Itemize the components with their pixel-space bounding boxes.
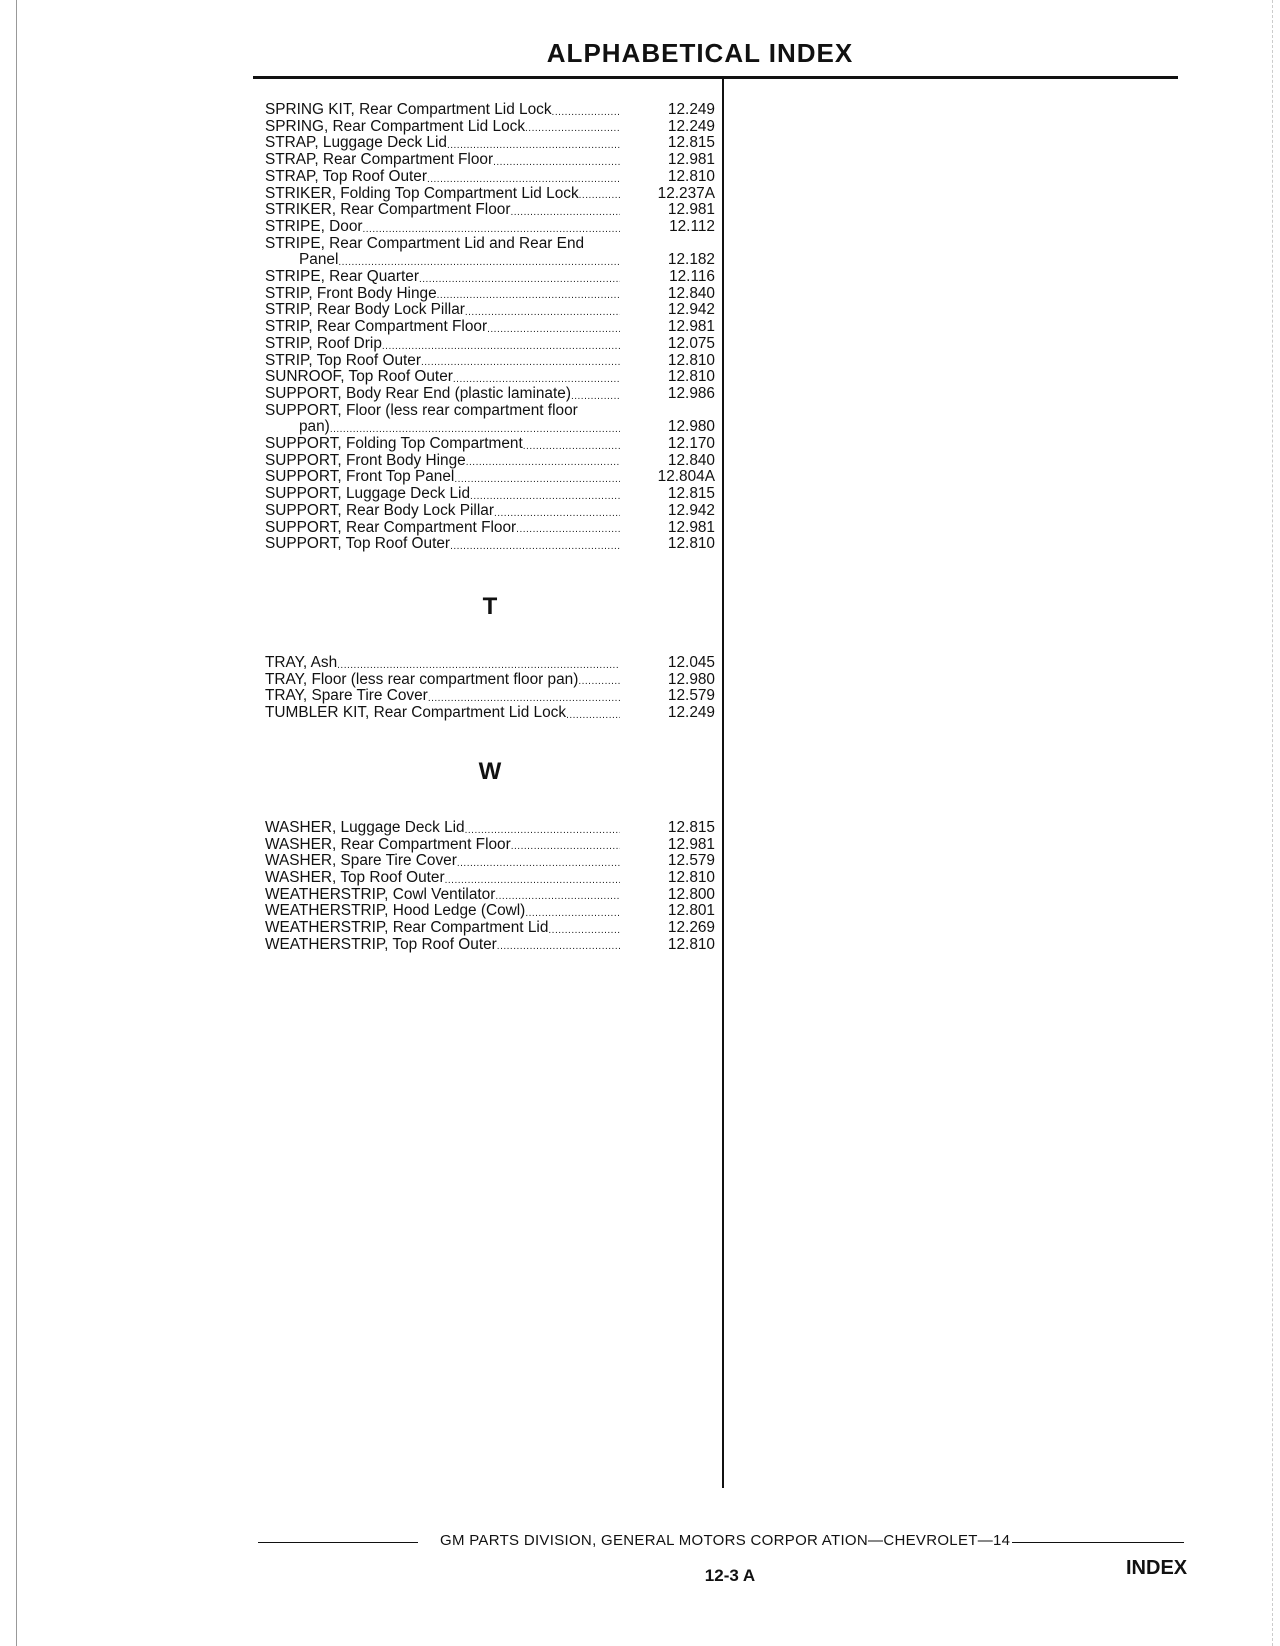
index-entry [265,837,715,854]
index-group-s3 [265,436,715,553]
index-entry [265,319,715,336]
index-entry-wrapped [265,403,715,436]
leader-dots [457,854,620,870]
leader-dots [579,186,620,202]
index-entry [265,302,715,319]
entry-label: WEATHERSTRIP, Hood Ledge (Cowl) [265,902,526,920]
column-divider [722,78,724,1488]
index-group-t [265,655,715,722]
entry-page: 12.981 [667,318,715,336]
index-entry [265,219,715,236]
entry-label: WASHER, Luggage Deck Lid [265,818,465,836]
entry-label: STRAP, Rear Compartment Floor [265,151,494,169]
title-rule [253,76,1178,79]
leader-dots [453,370,620,386]
page-title: ALPHABETICAL INDEX [546,38,854,68]
entry-label-line2: pan) [299,418,330,436]
index-entry [265,705,715,722]
entry-label: SUPPORT, Front Top Panel [265,468,455,486]
leader-dots [447,136,620,152]
entry-label: WEATHERSTRIP, Cowl Ventilator [265,885,496,903]
entry-label: TRAY, Ash [265,653,338,671]
index-group-s [265,102,715,236]
index-entry [265,269,715,286]
entry-label-line2: Panel [299,251,339,269]
index-entry [265,672,715,689]
scan-left-edge [16,0,17,1646]
entry-page: 12.182 [667,251,715,269]
leader-dots [525,119,620,135]
index-entry [265,520,715,537]
leader-dots [338,253,620,269]
section-heading-t: T [482,592,498,620]
entry-label: WASHER, Top Roof Outer [265,868,445,886]
index-entry [265,937,715,954]
entry-page: 12.170 [667,435,715,453]
entry-label: SUPPORT, Rear Body Lock Pillar [265,501,494,519]
entry-label: SPRING, Rear Compartment Lid Lock [265,117,526,135]
leader-dots [470,487,620,503]
entry-page: 12.810 [667,368,715,386]
leader-dots [548,921,620,937]
entry-page: 12.810 [667,935,715,953]
entry-label: SUPPORT, Body Rear End (plastic laminate) [265,384,571,402]
entry-page: 12.804A [657,468,715,486]
entry-page: 12.800 [667,885,715,903]
entry-label: STRAP, Luggage Deck Lid [265,134,447,152]
leader-dots [382,337,620,353]
index-entry [265,486,715,503]
entry-page: 12.237A [657,184,715,202]
index-entry [265,169,715,186]
index-entry [265,369,715,386]
index-entry [265,119,715,136]
index-entry [265,386,715,403]
leader-dots [493,153,620,169]
footer-section-label: INDEX [1126,1557,1188,1579]
leader-dots [511,837,620,853]
entry-label: SUPPORT, Luggage Deck Lid [265,485,471,503]
entry-label: SUPPORT, Rear Compartment Floor [265,518,517,536]
footer-page-number: 12-3 A [704,1566,756,1585]
index-entry [265,186,715,203]
leader-dots [454,470,620,486]
footer-rule-left [258,1542,418,1543]
entry-label: STRIPE, Door [265,217,363,235]
index-entry [265,202,715,219]
index-entry [265,453,715,470]
entry-page: 12.075 [667,334,715,352]
index-entry-wrapped [265,236,715,269]
entry-label: WASHER, Spare Tire Cover [265,852,457,870]
entry-label: TRAY, Spare Tire Cover [265,687,428,705]
entry-label: TRAY, Floor (less rear compartment floor pan) [265,670,579,688]
entry-page: 12.112 [669,217,715,235]
entry-label: STRIP, Rear Body Lock Pillar [265,301,465,319]
index-entry [265,536,715,553]
entry-label: STRIP, Front Body Hinge [265,284,437,302]
leader-dots [445,871,620,887]
leader-dots [566,706,620,722]
leader-dots [466,453,620,469]
leader-dots [494,504,620,520]
index-entry [265,436,715,453]
index-entry [265,920,715,937]
section-heading-w: W [478,757,502,785]
footer-rule-right [1012,1542,1184,1543]
leader-dots [421,353,620,369]
entry-label: SUPPORT, Top Roof Outer [265,535,451,553]
entry-page: 12.810 [667,167,715,185]
entry-page: 12.810 [667,868,715,886]
entry-label: STRIKER, Rear Compartment Floor [265,201,511,219]
index-entry [265,887,715,904]
leader-dots [437,286,620,302]
entry-label: STRIP, Top Roof Outer [265,351,421,369]
leader-dots [428,689,620,705]
index-entry [265,820,715,837]
entry-label-line1: SUPPORT, Floor (less rear compartment floor [265,401,578,419]
leader-dots [419,270,620,286]
index-entry [265,336,715,353]
leader-dots [523,437,620,453]
entry-page: 12.579 [667,852,715,870]
leader-dots [465,303,620,319]
leader-dots [497,937,620,953]
entry-label: WASHER, Rear Compartment Floor [265,835,511,853]
entry-label: SUPPORT, Folding Top Compartment [265,435,523,453]
index-entry [265,870,715,887]
index-entry [265,469,715,486]
index-entry [265,655,715,672]
scan-right-edge [1272,0,1273,1646]
leader-dots [578,672,620,688]
index-column [265,102,715,953]
leader-dots [571,387,620,403]
entry-page: 12.249 [667,704,715,722]
entry-page: 12.840 [667,284,715,302]
leader-dots [450,537,620,553]
entry-page: 12.840 [667,451,715,469]
entry-page: 12.986 [667,384,715,402]
leader-dots [330,420,620,436]
entry-label: SUPPORT, Front Body Hinge [265,451,466,469]
leader-dots [516,520,620,536]
entry-label: STRIKER, Folding Top Compartment Lid Lock [265,184,579,202]
entry-page: 12.942 [667,301,715,319]
entry-page: 12.981 [667,835,715,853]
entry-page: 12.269 [667,919,715,937]
leader-dots [495,887,620,903]
entry-page: 12.810 [667,535,715,553]
entry-label: TUMBLER KIT, Rear Compartment Lid Lock [265,704,567,722]
entry-page: 12.981 [667,201,715,219]
entry-label: WEATHERSTRIP, Rear Compartment Lid [265,919,549,937]
leader-dots [363,220,621,236]
entry-label: WEATHERSTRIP, Top Roof Outer [265,935,497,953]
entry-page: 12.045 [667,653,715,671]
entry-page: 12.815 [667,485,715,503]
entry-page: 12.810 [667,351,715,369]
index-entry [265,853,715,870]
entry-label: STRAP, Top Roof Outer [265,167,427,185]
leader-dots [510,203,620,219]
footer-publisher: GM PARTS DIVISION, GENERAL MOTORS CORPOR ATION—CHEVROLET—14 [440,1532,1011,1549]
entry-page: 12.980 [667,418,715,436]
entry-page: 12.579 [667,687,715,705]
entry-label: STRIP, Rear Compartment Floor [265,318,488,336]
leader-dots [337,656,620,672]
leader-dots [487,320,620,336]
leader-dots [552,103,620,119]
index-entry [265,135,715,152]
entry-page: 12.980 [667,670,715,688]
entry-page: 12.815 [667,134,715,152]
entry-page: 12.801 [667,902,715,920]
index-entry [265,903,715,920]
index-group-w [265,820,715,954]
index-entry [265,353,715,370]
index-entry [265,688,715,705]
leader-dots [525,904,620,920]
entry-page: 12.981 [667,151,715,169]
index-entry [265,102,715,119]
entry-label: STRIP, Roof Drip [265,334,382,352]
entry-label-line1: STRIPE, Rear Compartment Lid and Rear End [265,234,585,252]
index-entry [265,503,715,520]
leader-dots [427,170,620,186]
entry-page: 12.116 [669,268,715,286]
leader-dots [465,821,620,837]
entry-page: 12.942 [667,501,715,519]
index-group-s2 [265,269,715,403]
index-entry [265,152,715,169]
entry-page: 12.249 [667,117,715,135]
index-entry [265,286,715,303]
entry-page: 12.249 [667,101,715,118]
entry-page: 12.981 [667,518,715,536]
entry-label: SUNROOF, Top Roof Outer [265,368,453,386]
entry-label: STRIPE, Rear Quarter [265,268,419,286]
entry-label: SPRING KIT, Rear Compartment Lid Lock [265,101,552,118]
entry-page: 12.815 [667,818,715,836]
